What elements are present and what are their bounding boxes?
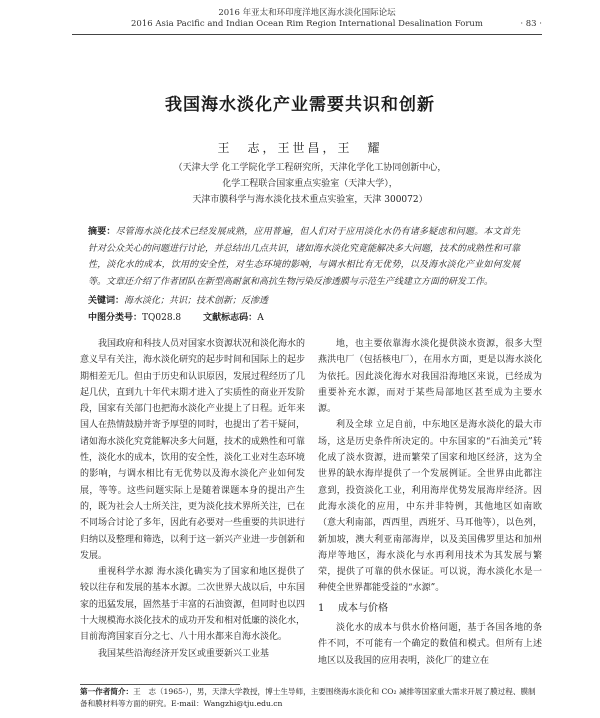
paragraph: 我国某些沿海经济开发区或重要新兴工业基 — [98, 648, 270, 659]
body-column-right — [318, 336, 542, 669]
abstract — [88, 224, 520, 290]
clc-label: 中图分类号： — [88, 313, 143, 323]
paragraph: 我国政府和科技人员对国家水资源状况和淡化海水的意义早有关注，海水淡化研究的起步时间和国际上的起步期相差无几。但由于历史和认识原因，发展过程经历了几起几伏，直到九十年代末期才进入了实质性的商业开发阶段，国家有关部门也把海水淡化产业提上了日程。近年来国人在热情鼓励并寄予厚望的同时，也提出了若干疑问，诸如海水淡化究竟能解决多大问题，技术的成熟性和可靠性，淡化水的成本，饮用的安全性，淡化工业对生态环境的影响，与调水相比有无优势以及海水淡化产业如何发展，等等。这些问题实际上是随着课题本身的提出产生的，既为社会人士所关注，更为淡化技术界所关注，已在不同场合讨论了多年，因此有必要对一些重要的共识进行归纳以及整理和筛选，以利于这一新兴产业进一步创新和发展。 — [80, 339, 306, 561]
authors: 王 志，王世昌，王 耀 — [217, 141, 383, 155]
header-divider — [72, 34, 542, 35]
section-heading — [318, 601, 542, 617]
paragraph: 淡化水的成本与供水价格问题，基于各国各地的条件不同，不可能有一个确定的数值和模式。但所有上述地区以及我国的应用表明，淡化厂的建立在 — [318, 623, 542, 666]
footnote-label: 第一作者简介： — [80, 687, 134, 696]
keywords-label: 关键词： — [88, 296, 125, 306]
running-header-en: 2016 Asia Pacific and Indian Ocean Rim Region International Desalination Forum — [131, 19, 483, 29]
paragraph: 重视科学水源 海水淡化确实为了国家和地区提供了较以往存和发展的基本水源。二次世界大战以后，中东国家的迅猛发展，固然基于丰富的石油资源，但同时也以四十大规模海水淡化技术的成功开发和相对低廉的淡化水，目前海湾国家百分之七、八十用水都来自海水淡化。 — [80, 567, 306, 643]
body-column-left — [80, 336, 305, 662]
footnote-text: 王 志（1965-），男，天津大学教授，博士生导师，主要围绕海水淡化和 CO₂ 减排等国家重大需求开展了膜过程、膜制备和膜材料等方面的研究。E-mail：Wangzhi@tju.edu.cn — [80, 687, 536, 708]
keywords-text: 海水淡化；共识；技术创新；反渗透 — [124, 296, 269, 306]
paper-title: 我国海水淡化产业需要共识和创新 — [165, 95, 435, 115]
keywords — [88, 293, 520, 309]
running-header — [72, 8, 542, 30]
abstract-text: 尽管海水淡化技术已经发展成熟，应用普遍，但人们对于应用淡化水仍有诸多疑虑和问题。本文首先针对公众关心的问题进行讨论，并总结出几点共识，诸如海水淡化究竟能解决多大问题，技术的成熟性和可靠性，淡化水的成本，饮用的安全性，对生态环境的影响，与调水相比有无优势，以及海水淡化产业如何发展等。文章还介绍了作者团队在新型高耐氯和高抗生物污染反渗透膜与示范生产线建立方面的研发工作。 — [88, 227, 521, 287]
clc-value: TQ028.8 — [142, 313, 182, 323]
paragraph: 地，也主要依靠海水淡化提供淡水资源，很多大型燕洪电厂（包括核电厂），在用水方面，更是以海水淡化为依托。因此淡化海水对我国沿海地区来说，已经成为重要补充水源，而对于某些局部地区甚至成为主要水源。 — [318, 339, 542, 415]
section-number: 1 — [318, 602, 325, 614]
affiliation-line-1: （天津大学 化工学院化学工程研究所，天津化学化工协同创新中心， — [173, 163, 447, 173]
section-title: 成本与价格 — [338, 602, 388, 614]
affiliation — [120, 160, 500, 208]
running-header-cn: 2016 年亚太和环印度洋地区海水淡化国际论坛 — [218, 8, 396, 18]
doc-code-label: 文献标志码： — [203, 313, 258, 323]
affiliation-line-2: 化学工程联合国家重点实验室（天津大学）， — [222, 179, 398, 189]
page-number: · 83 · — [520, 19, 542, 29]
doc-code-value: A — [257, 313, 264, 323]
abstract-label: 摘要： — [88, 227, 116, 237]
footnote — [80, 686, 542, 710]
classification — [88, 310, 520, 326]
footnote-divider — [80, 684, 240, 685]
paragraph: 利及全球 立足自前，中东地区是海水淡化的最大市场，这是历史条件所决定的。中东国家的“石油美元”转化成了淡水资源，进而繁荣了国家和地区经济，这为全世界的缺水海岸提供了一个发展例证。全世界由此都注意到，投资淡化工业，利用海岸优势发展海岸经济。因此海水淡化的应用，中东并非特例，其他地区如南欧（意大利南部，西西里，西班牙、马耳他等），以色列，新加坡，澳大利亚南部海岸，以及美国佛罗里达和加州海岸等地区，海水淡化与水再利用技术为其发展与繁荣，提供了可靠的供水保证。可以说，海水淡化水是一种使全世界都能受益的“水源”。 — [318, 420, 542, 594]
affiliation-line-3: 天津市膜科学与海水淡化技术重点实验室，天津 300072） — [192, 195, 428, 205]
